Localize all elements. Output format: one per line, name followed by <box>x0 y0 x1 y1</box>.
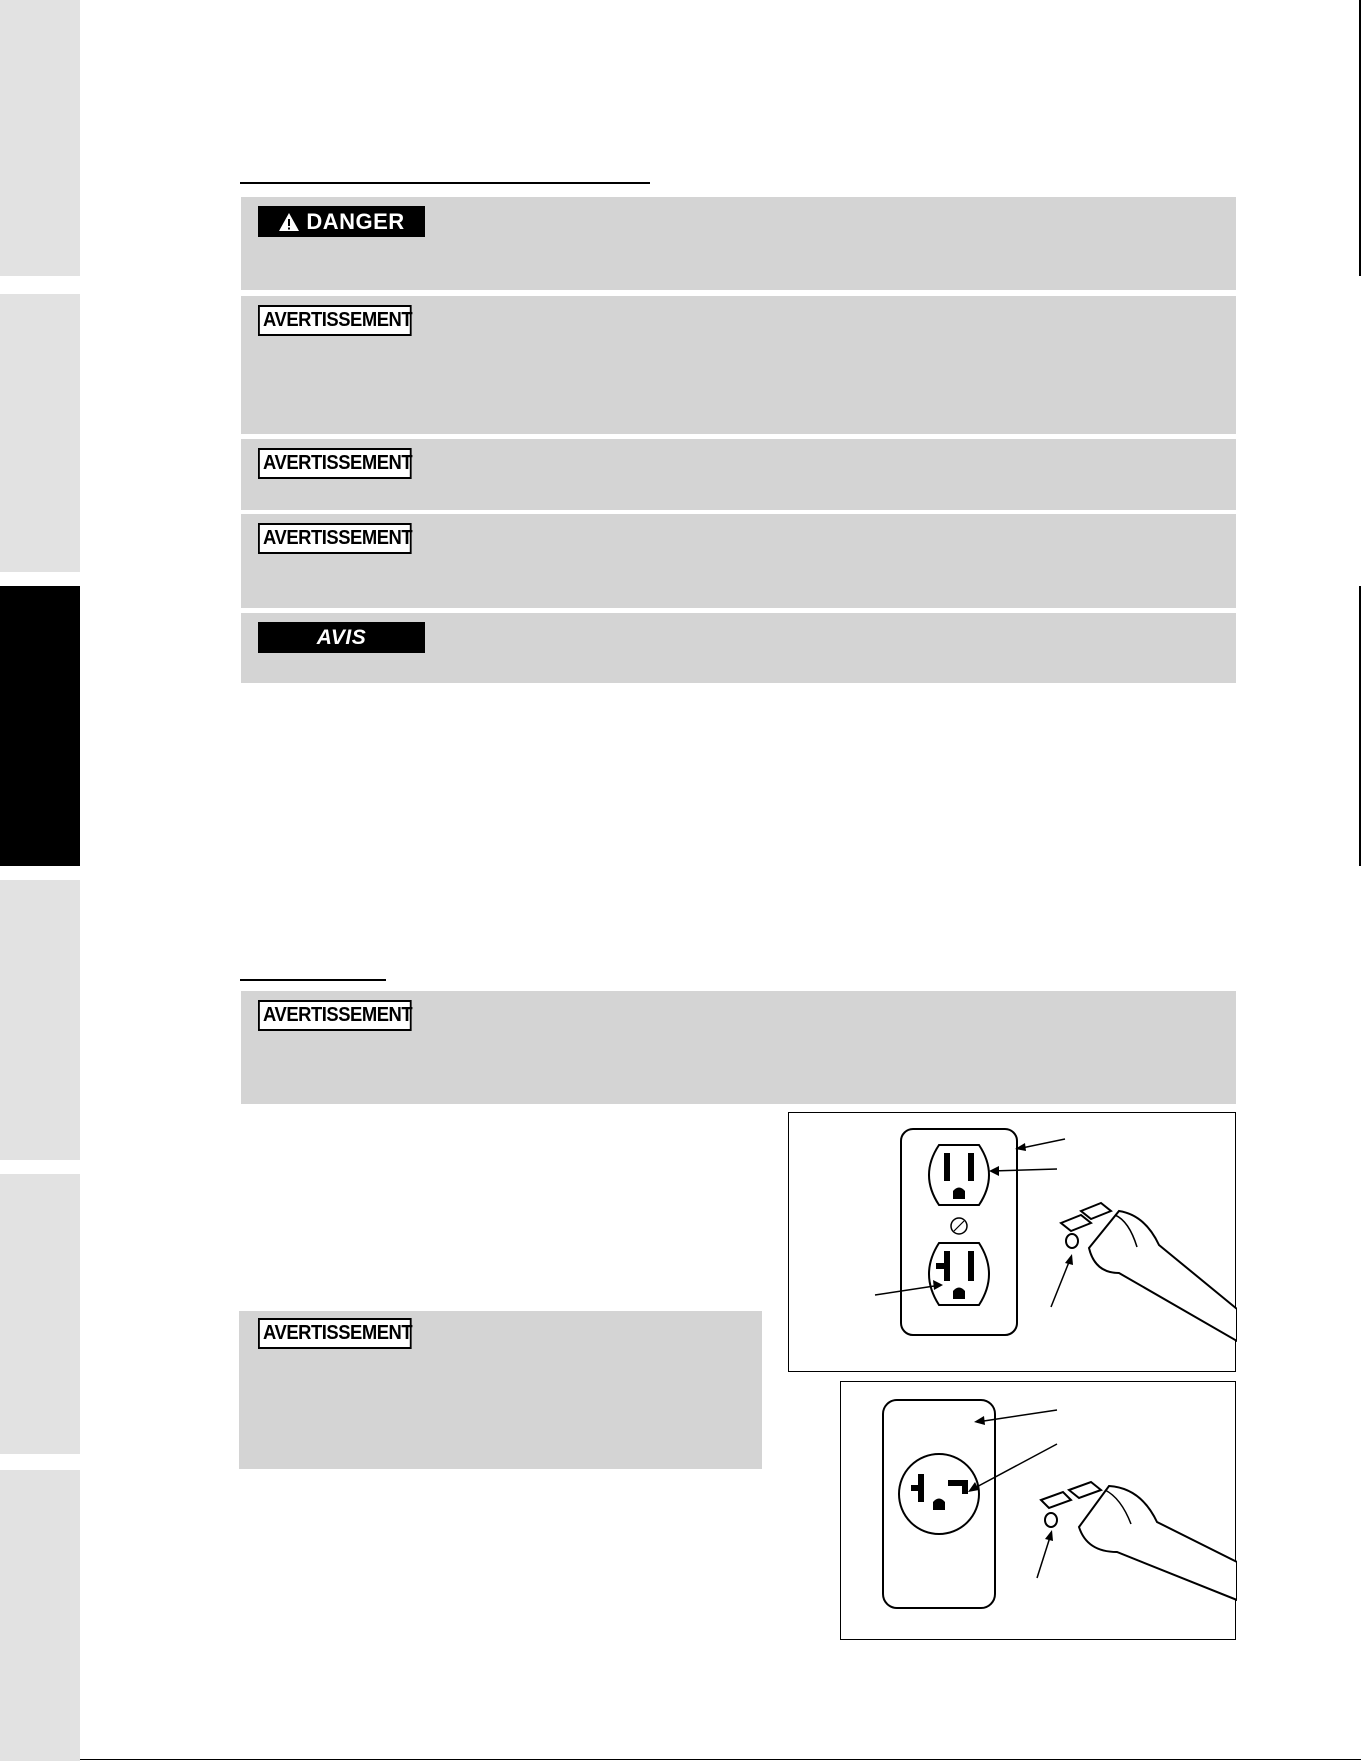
warning-label <box>258 1000 412 1031</box>
side-tab-2[interactable] <box>0 294 80 572</box>
warning-label <box>258 448 412 479</box>
warning-panel-3 <box>241 514 1236 608</box>
warning-label-text: AVERTISSEMENT <box>263 452 413 474</box>
warning-panel-4 <box>241 991 1236 1104</box>
figure-duplex-outlet <box>788 1112 1236 1372</box>
notice-label <box>258 622 425 653</box>
danger-label <box>258 206 425 237</box>
warning-triangle-icon <box>278 212 300 232</box>
section-heading-rule-2 <box>240 979 386 981</box>
duplex-outlet-illustration <box>789 1113 1237 1373</box>
side-tab-6[interactable] <box>0 1470 80 1761</box>
warning-label <box>258 523 412 554</box>
warning-label <box>258 305 412 336</box>
notice-label-text: AVIS <box>316 625 367 649</box>
warning-panel-1 <box>241 296 1236 434</box>
warning-label-text: AVERTISSEMENT <box>263 309 413 331</box>
single-outlet-illustration <box>841 1382 1237 1641</box>
warning-panel-2 <box>241 439 1236 510</box>
danger-panel <box>241 197 1236 290</box>
notice-panel <box>241 613 1236 683</box>
side-tab-3-active[interactable] <box>0 586 80 866</box>
side-tab-4[interactable] <box>0 880 80 1160</box>
arrow-icon <box>1037 1534 1051 1578</box>
warning-label-text: AVERTISSEMENT <box>263 1322 413 1344</box>
warning-label-text: AVERTISSEMENT <box>263 527 413 549</box>
warning-label-text: AVERTISSEMENT <box>263 1004 413 1026</box>
side-tab-5[interactable] <box>0 1174 80 1454</box>
arrow-icon <box>1051 1257 1071 1307</box>
section-heading-rule-1 <box>240 182 650 184</box>
figure-single-outlet <box>840 1381 1236 1640</box>
warning-panel-5 <box>239 1311 762 1469</box>
grounded-plug-icon <box>1079 1486 1237 1600</box>
danger-label-text: DANGER <box>306 208 405 234</box>
grounded-plug-icon <box>1089 1211 1237 1341</box>
page-bottom-rule <box>80 1759 1361 1760</box>
side-tab-1[interactable] <box>0 0 80 276</box>
warning-label <box>258 1318 412 1349</box>
